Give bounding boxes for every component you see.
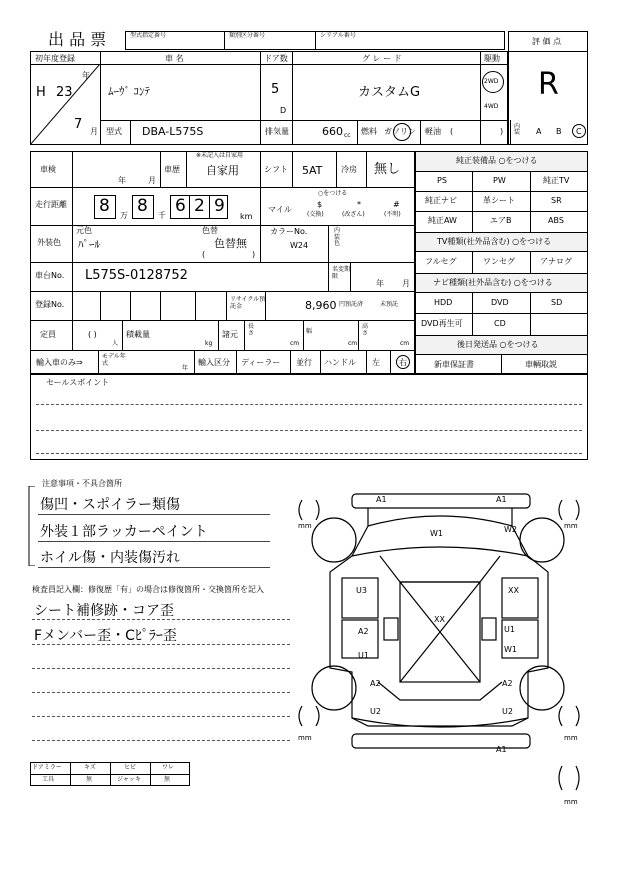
door-count-label: ドア数 [264,54,288,63]
color-change-paren-open: ( [202,250,206,259]
orig-color-value: ﾊﾟｰﾙ [78,238,100,251]
navi-cd: CD [494,319,506,328]
model-year-unit: 年 [182,365,189,372]
interior-label: 内装 [514,123,521,136]
deadline-label: 名変期限 [332,266,351,281]
mark-left-rear-door-u: U1 [358,651,369,660]
mileage-digit-2: 8 [137,196,148,216]
equip-aw: 純正AW [428,216,457,225]
sales-point-label: セールスポイント [46,378,110,387]
first-reg-year-unit: 年 [82,71,90,80]
mark-front-bumper-left: A1 [376,495,387,504]
diesel-paren-open: ( [450,127,454,136]
interior-c: C [576,127,582,136]
mark-right-rear-door-w: W1 [504,645,517,654]
missing-header-2: キズ [84,764,96,771]
form-title: 出 品 票 [48,30,107,49]
mark-roof: XX [434,615,445,624]
deadline-month-unit: 月 [402,279,410,288]
color-no-value: W24 [290,241,309,250]
navi-dvd: DVD [491,298,509,307]
interior-a: A [536,127,542,136]
caution-bracket [28,486,36,566]
car-name-value: ﾑｰｳﾞ ｺﾝﾃ [108,85,150,98]
mm-spare: mm [564,798,578,806]
navi-dvd-play: DVD再生可 [421,319,463,328]
star-note: (改ざん) [342,211,365,218]
height-cm: cm [400,340,410,347]
fuel-value: ガソリン [384,127,416,136]
star-symbol: * [357,200,361,209]
first-reg-era: H [36,85,46,100]
door-count-value: 5 [271,82,280,97]
mark-left-rear-quarter: A2 [370,679,381,688]
mark-left-rear-door-a: A2 [358,627,369,636]
shaken-month-unit: 月 [148,176,156,185]
mileage-digit-4: 2 [194,196,205,216]
later-warranty: 新車保証書 [434,360,474,369]
mileage-circle-note: ○をつける [318,190,348,197]
mark-left-rear-lower: U2 [370,707,381,716]
tv-analog: アナログ [540,257,572,266]
mark-right-rear-lower: U2 [502,707,513,716]
equip-ps: PS [437,176,447,185]
displacement-value: 660 [322,125,343,138]
orig-color-label: 元色 [76,226,92,235]
missing-header-3: ヒビ [124,764,137,771]
equip-navi: 純正ナビ [425,196,457,205]
recycle-paid: 円預託済 [339,301,364,308]
load-unit: kg [205,340,213,347]
mark-rear-bumper: A1 [496,745,507,754]
aircon-label: 冷房 [341,165,357,174]
caution-line-2: 外装１部ラッカーペイント [40,524,208,540]
shaken-label: 車検 [40,165,56,174]
interior-b: B [556,127,562,136]
tv-oneseg: ワンセグ [483,257,515,266]
chassis-value: L575S-0128752 [85,268,188,283]
serial-label: シリアル番号 [320,32,356,39]
hash-symbol: # [393,200,400,209]
mileage-digit-1: 8 [99,196,110,216]
deadline-year-unit: 年 [376,279,384,288]
factory-equip-label: 純正装備品 ○をつける [456,156,538,165]
handle-left: 左 [372,358,380,367]
grade-label: グ レ ー ド [362,54,402,63]
capacity-unit: 人 [112,340,119,347]
mark-right-front-door: XX [508,586,519,595]
first-reg-label: 初年度登録 [35,54,75,63]
dims-label: 諸元 [222,330,238,339]
mm-front-left: mm [298,522,312,530]
handle-right: 右 [399,358,407,367]
aircon-value: 無し [374,162,401,177]
missing-jack-value: 無 [164,776,171,783]
drive-label: 駆動 [484,54,500,63]
mileage-man-unit: 万 [120,211,128,220]
history-value: 自家用 [206,164,239,177]
diesel-label: 軽油 [425,127,441,136]
inspector-line-2: Fメンバー歪・Cﾋﾟﾗｰ歪 [34,628,177,644]
length-cm: cm [290,340,300,347]
later-items-label: 後日発送品 ○をつける [457,340,539,349]
model-year-label: モデル年式 [102,353,126,368]
interior-color-label: 内装色 [334,227,341,248]
import-type-label: 輸入区分 [198,358,230,367]
car-name-label: 車 名 [165,54,184,63]
model-value: DBA-L575S [142,125,204,138]
sales-point-box [30,374,588,460]
chassis-label: 車台No. [35,271,65,280]
dollar-note: (交換) [307,211,324,218]
first-reg-month: 7 [74,117,83,132]
missing-tools: 工具 [42,776,55,783]
mm-rear-left: mm [298,734,312,742]
shift-label: シフト [264,165,288,174]
reg-no-label: 登録No. [35,300,65,309]
caution-line-3: ホイル傷・内装傷汚れ [40,550,180,566]
equip-sr: SR [551,196,562,205]
missing-header-4: ワレ [162,764,175,771]
mileage-unit: km [240,212,253,221]
grade-value: カスタムG [358,85,421,100]
equip-tv: 純正TV [543,176,570,185]
recycle-unpaid: 未預託 [380,301,399,308]
mm-front-right: mm [564,522,578,530]
mileage-sen-unit: 千 [158,211,166,220]
import-dealer: ディーラー [241,358,281,367]
exterior-color-label: 外装色 [37,238,61,247]
first-reg-year: 23 [56,85,73,100]
length-label: 長さ [248,323,255,337]
recycle-value: 8,960 [305,299,337,312]
first-reg-month-unit: 月 [90,127,98,136]
import-label: 輸入車のみ⇒ [36,358,83,367]
missing-tools-value: 無 [86,776,93,783]
mark-left-front-door: U3 [356,586,367,595]
type-no-label: 型式指定番号 [130,32,167,39]
mileage-label: 走行距離 [35,200,67,209]
width-label: 幅 [306,328,313,335]
color-change-paren-close: ) [252,250,256,259]
history-label: 車歴 [164,165,180,174]
navi-hdd: HDD [434,298,453,307]
color-change-value: 色替無 [214,237,247,250]
mark-front-bumper-right: A1 [496,495,507,504]
class-no-label: 類別区分番号 [229,32,266,39]
navi-sd: SD [551,298,563,307]
equip-airbag: エアB [490,216,512,225]
mileage-digit-5: 9 [214,196,225,216]
hash-note: (不明) [384,211,401,218]
displacement-unit: cc [344,132,351,139]
missing-header-1: ドアミラー [32,764,62,771]
missing-jack: ジャッキ [117,776,141,783]
recycle-label: リサイクル預託金 [230,296,266,311]
inspector-label: 検査員記入欄：修復歴「有」の場合は修復箇所・交換箇所を記入 [32,585,264,594]
mm-rear-right: mm [564,734,578,742]
caution-label: 注意事項・不具合箇所 [42,479,122,488]
import-parallel: 並行 [296,358,312,367]
displacement-label: 排気量 [265,127,289,136]
caution-line-1: 傷凹・スポイラー類傷 [40,497,180,513]
handle-label: ハンドル [324,358,356,367]
history-note: ※未記入は自家用 [196,152,244,159]
drive-4wd: 4WD [484,103,499,110]
color-no-label: カラーNo. [270,227,308,236]
shaken-year-unit: 年 [118,176,126,185]
width-cm: cm [348,340,358,347]
car-diagram [290,486,590,816]
height-label: 高さ [362,323,369,337]
inspector-line-1: シート補修跡・コア歪 [34,603,174,619]
equip-pw: PW [493,176,506,185]
grade-score-label: 評 価 点 [532,37,562,46]
dollar-symbol: $ [317,200,323,209]
mark-windshield: W1 [430,529,443,538]
navi-type-label: ナビ種類(社外品含む) ○をつける [433,278,553,287]
equip-leather: 革シート [483,196,515,205]
later-manual: 車輌取説 [525,360,557,369]
mark-right-rear-quarter: A2 [502,679,513,688]
mileage-digit-3: 6 [175,196,186,216]
drive-2wd: 2WD [484,78,499,85]
load-label: 積載量 [126,330,150,339]
equip-abs: ABS [548,216,564,225]
capacity-paren: ( ) [88,330,97,339]
mile-label: マイル [268,205,292,214]
color-change-label: 色替 [202,226,218,235]
mark-right-rear-door-u: U1 [504,625,515,634]
diesel-paren-close: ) [500,127,504,136]
model-label: 型式 [106,127,122,136]
mark-front-right-wheel: W2 [504,525,517,534]
shift-value: 5AT [302,164,323,177]
tv-type-label: TV種類(社外品含む) ○をつける [437,237,552,246]
door-suffix: D [280,106,287,115]
grade-score-value: R [538,67,559,102]
capacity-label: 定員 [40,330,56,339]
fuel-label: 燃料 [361,127,377,136]
tv-fullseg: フルセグ [425,257,457,266]
